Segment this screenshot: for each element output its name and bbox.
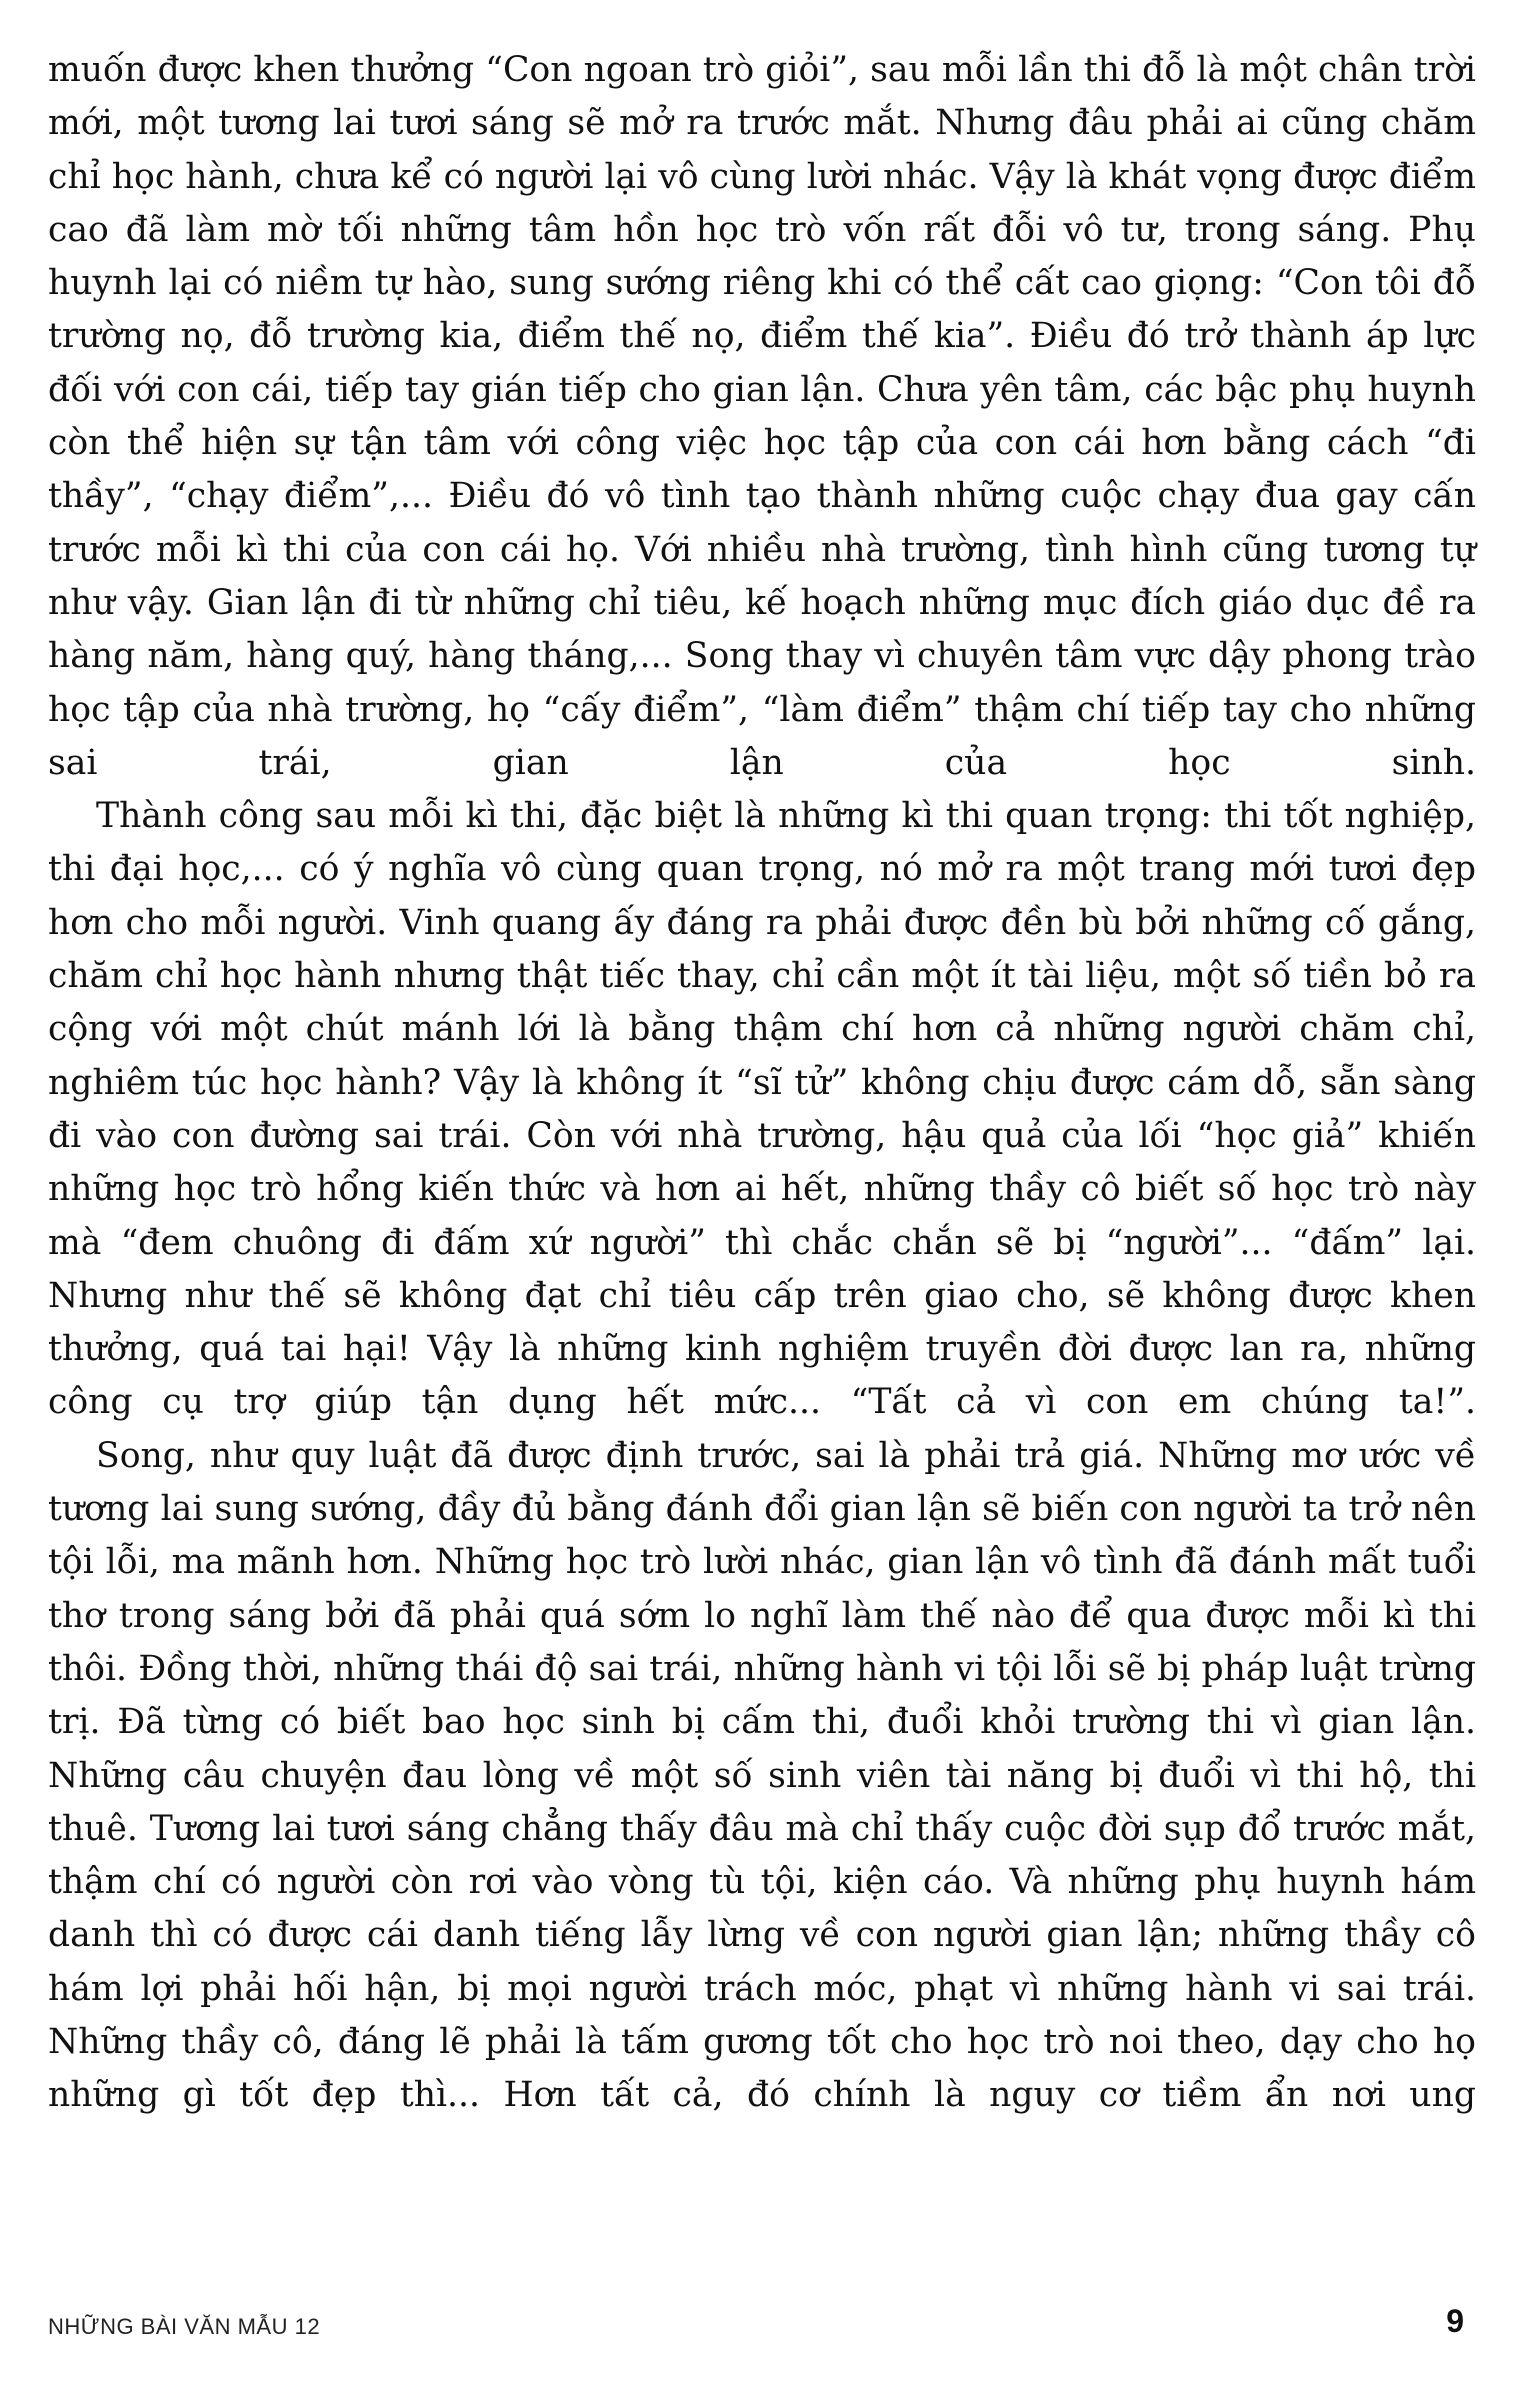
book-title: NHỮNG BÀI VĂN MẪU 12: [48, 2314, 321, 2339]
body-text: [48, 44, 1476, 2123]
paragraph-1: muốn được khen thưởng “Con ngoan trò giỏi”, sau mỗi lần thi đỗ là một chân trời mới, một tương lai tươi sáng sẽ mở ra trước mắt. Nhưng đâu phải ai cũng chăm chỉ học hành, chưa kể có người lại vô cùng lười nhác. Vậy là khát vọng được điểm cao đã làm mờ tối những tâm hồn học trò vốn rất đỗi vô tư, trong sáng. Phụ huynh lại có niềm tự hào, sung sướng riêng khi có thể cất cao giọng: “Con tôi đỗ trường nọ, đỗ trường kia, điểm thế nọ, điểm thế kia”. Điều đó trở thành áp lực đối với con cái, tiếp tay gián tiếp cho gian lận. Chưa yên tâm, các bậc phụ huynh còn thể hiện sự tận tâm với công việc học tập của con cái hơn bằng cách “đi thầy”, “chạy điểm”,... Điều đó vô tình tạo thành những cuộc chạy đua gay cấn trước mỗi kì thi của con cái họ. Với nhiều nhà trường, tình hình cũng tương tự như vậy. Gian lận đi từ những chỉ tiêu, kế hoạch những mục đích giáo dục đề ra hàng năm, hàng quý, hàng tháng,... Song thay vì chuyên tâm vực dậy phong trào học tập của nhà trường, họ “cấy điểm”, “làm điểm” thậm chí tiếp tay cho những sai trái, gian lận của học sinh.: [48, 50, 1476, 783]
book-page: [48, 44, 1476, 2354]
page-number: 9: [1446, 2303, 1464, 2339]
paragraph-3: Song, như quy luật đã được định trước, sai là phải trả giá. Những mơ ước về tương lai sung sướng, đầy đủ bằng đánh đổi gian lận sẽ biến con người ta trở nên tội lỗi, ma mãnh hơn. Những học trò lười nhác, gian lận vô tình đã đánh mất tuổi thơ trong sáng bởi đã phải quá sớm lo nghĩ làm thế nào để qua được mỗi kì thi thôi. Đồng thời, những thái độ sai trái, những hành vi tội lỗi sẽ bị pháp luật trừng trị. Đã từng có biết bao học sinh bị cấm thi, đuổi khỏi trường thi vì gian lận. Những câu chuyện đau lòng về một số sinh viên tài năng bị đuổi vì thi hộ, thi thuê. Tương lai tươi sáng chẳng thấy đâu mà chỉ thấy cuộc đời sụp đổ trước mắt, thậm chí có người còn rơi vào vòng tù tội, kiện cáo. Và những phụ huynh hám danh thì có được cái danh tiếng lẫy lừng về con người gian lận; những thầy cô hám lợi phải hối hận, bị mọi người trách móc, phạt vì những hành vi sai trái. Những thầy cô, đáng lẽ phải là tấm gương tốt cho học trò noi theo, dạy cho họ những gì tốt đẹp thì... Hơn tất cả, đó chính là nguy cơ tiềm ẩn nơi ung: [48, 1435, 1476, 2116]
paragraph-2: Thành công sau mỗi kì thi, đặc biệt là những kì thi quan trọng: thi tốt nghiệp, thi đại học,... có ý nghĩa vô cùng quan trọng, nó mở ra một trang mới tươi đẹp hơn cho mỗi người. Vinh quang ấy đáng ra phải được đền bù bởi những cố gắng, chăm chỉ học hành nhưng thật tiếc thay, chỉ cần một ít tài liệu, một số tiền bỏ ra cộng với một chút mánh lới là bằng thậm chí hơn cả những người chăm chỉ, nghiêm túc học hành? Vậy là không ít “sĩ tử” không chịu được cám dỗ, sẵn sàng đi vào con đường sai trái. Còn với nhà trường, hậu quả của lối “học giả” khiến những học trò hổng kiến thức và hơn ai hết, những thầy cô biết số học trò này mà “đem chuông đi đấm xứ người” thì chắc chắn sẽ bị “người”... “đấm” lại. Nhưng như thế sẽ không đạt chỉ tiêu cấp trên giao cho, sẽ không được khen thưởng, quá tai hại! Vậy là những kinh nghiệm truyền đời được lan ra, những công cụ trợ giúp tận dụng hết mức... “Tất cả vì con em chúng ta!”.: [48, 796, 1476, 1423]
page-footer: [48, 2300, 1476, 2340]
